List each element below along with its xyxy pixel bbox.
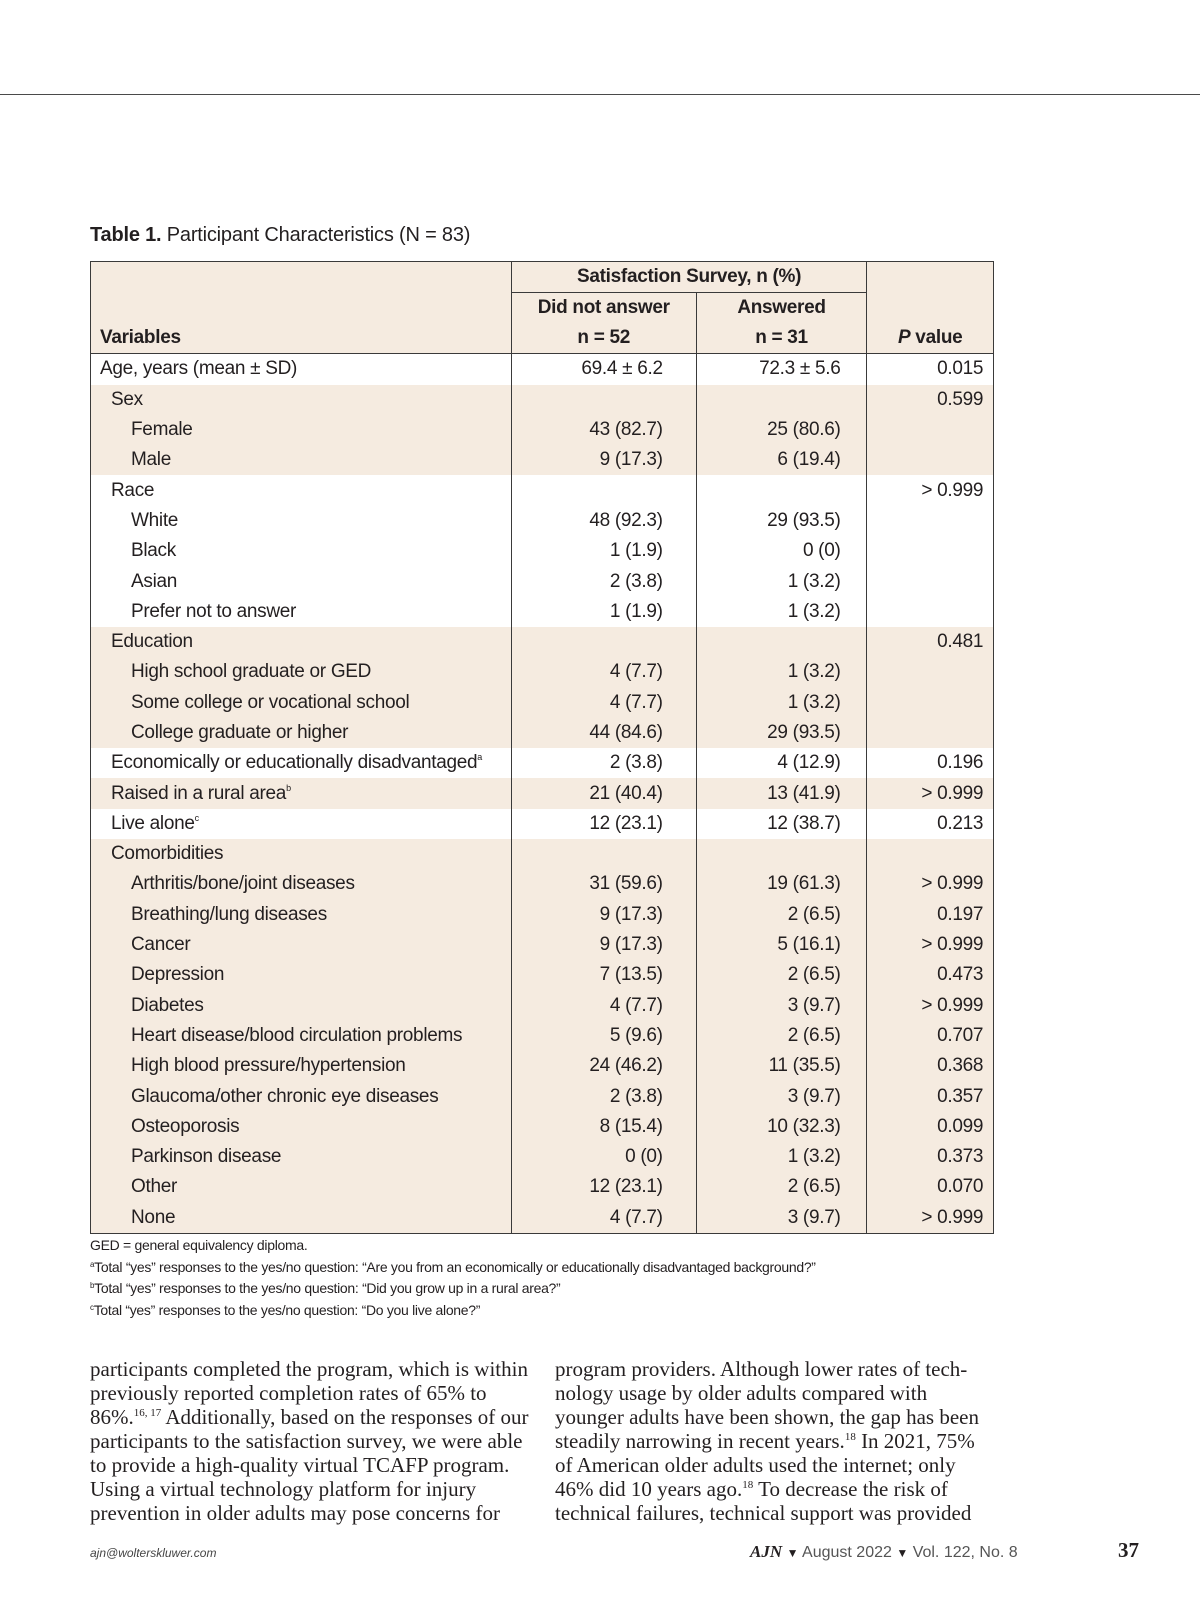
note-b: $^b$Total “yes” responses to the yes/no question: “Did you grow up in a rural area?”: [90, 1280, 561, 1296]
cell-variable: Cancer: [91, 930, 512, 960]
table-row: [91, 1112, 994, 1142]
cell-p-value: > 0.999: [867, 778, 994, 808]
cell-did-not-answer: 9 (17.3): [511, 445, 696, 475]
cell-answered: 2 (6.5): [696, 1172, 867, 1202]
cell-p-value: 0.481: [867, 627, 994, 657]
cell-variable: Sex: [91, 385, 512, 415]
table-row: [91, 1051, 994, 1081]
cell-answered: 2 (6.5): [696, 1021, 867, 1051]
table-row: [91, 900, 994, 930]
reference-marker: 18: [742, 1479, 754, 1491]
body-column-left: [90, 1357, 530, 1525]
table-row: [91, 475, 994, 505]
top-rule: [0, 94, 1200, 95]
cell-variable: White: [91, 506, 512, 536]
cell-did-not-answer: [511, 839, 696, 869]
header-group-label: Satisfaction Survey, n (%): [511, 262, 867, 293]
table-row: [91, 809, 994, 839]
footnote-marker: b: [286, 782, 291, 793]
cell-did-not-answer: [511, 385, 696, 415]
triangle-icon: ▼: [786, 1546, 799, 1560]
note-a: $^a$Total “yes” responses to the yes/no question: “Are you from an economically or educationally disadvantaged background?”: [90, 1258, 816, 1275]
cell-p-value: > 0.999: [867, 475, 994, 505]
cell-answered: [696, 627, 867, 657]
cell-answered: 19 (61.3): [696, 869, 867, 899]
cell-variable: Some college or vocational school: [91, 688, 512, 718]
table-label: Table 1.: [90, 224, 162, 246]
cell-did-not-answer: 44 (84.6): [511, 718, 696, 748]
cell-p-value: 0.070: [867, 1172, 994, 1202]
cell-did-not-answer: 24 (46.2): [511, 1051, 696, 1081]
cell-did-not-answer: 2 (3.8): [511, 1081, 696, 1111]
table-row: [91, 1142, 994, 1172]
cell-variable: Osteoporosis: [91, 1112, 512, 1142]
header-variables: Variables: [91, 293, 512, 354]
table-row: [91, 960, 994, 990]
cell-did-not-answer: 7 (13.5): [511, 960, 696, 990]
cell-p-value: [867, 657, 994, 687]
cell-answered: 6 (19.4): [696, 445, 867, 475]
note-c: $^c$Total “yes” responses to the yes/no question: “Do you live alone?”: [90, 1301, 481, 1318]
cell-did-not-answer: 12 (23.1): [511, 1172, 696, 1202]
table-notes: [90, 1235, 816, 1321]
table-row: [91, 688, 994, 718]
cell-answered: 29 (93.5): [696, 718, 867, 748]
participant-characteristics-table: [90, 261, 994, 1234]
table-row: [91, 748, 994, 778]
cell-variable: Black: [91, 536, 512, 566]
cell-p-value: 0.197: [867, 900, 994, 930]
cell-variable: Diabetes: [91, 991, 512, 1021]
table-row: [91, 1021, 994, 1051]
table-row: [91, 597, 994, 627]
footnote-marker: a: [477, 752, 482, 763]
cell-did-not-answer: 69.4 ± 6.2: [511, 354, 696, 385]
cell-p-value: 0.368: [867, 1051, 994, 1081]
cell-p-value: [867, 566, 994, 596]
cell-p-value: 0.357: [867, 1081, 994, 1111]
table-row: [91, 566, 994, 596]
table-title: Participant Characteristics (N = 83): [166, 224, 471, 246]
cell-variable: Glaucoma/other chronic eye diseases: [91, 1081, 512, 1111]
cell-answered: 2 (6.5): [696, 900, 867, 930]
cell-did-not-answer: [511, 627, 696, 657]
cell-p-value: [867, 839, 994, 869]
cell-p-value: [867, 415, 994, 445]
table-row: [91, 385, 994, 415]
cell-did-not-answer: 9 (17.3): [511, 900, 696, 930]
cell-did-not-answer: 4 (7.7): [511, 991, 696, 1021]
cell-variable: Parkinson disease: [91, 1142, 512, 1172]
body-paragraph: Using a virtual technology platform for injury prevention in older adults may pose concerns for: [90, 1477, 500, 1525]
footer-journal-info: [750, 1542, 1018, 1562]
cell-variable: Raised in a rural area$^b$: [91, 778, 512, 808]
cell-variable: Heart disease/blood circulation problems: [91, 1021, 512, 1051]
table-row: [91, 930, 994, 960]
cell-answered: 1 (3.2): [696, 688, 867, 718]
header-answered: Answered n = 31: [696, 293, 867, 354]
cell-answered: 3 (9.7): [696, 991, 867, 1021]
note-abbrev: GED = general equivalency diploma.: [90, 1237, 308, 1253]
cell-answered: 3 (9.7): [696, 1081, 867, 1111]
cell-did-not-answer: 8 (15.4): [511, 1112, 696, 1142]
table-row: [91, 991, 994, 1021]
cell-variable: Age, years (mean ± SD): [91, 354, 512, 385]
cell-p-value: 0.473: [867, 960, 994, 990]
cell-answered: 3 (9.7): [696, 1203, 867, 1234]
cell-answered: [696, 475, 867, 505]
cell-variable: College graduate or higher: [91, 718, 512, 748]
cell-variable: Male: [91, 445, 512, 475]
cell-did-not-answer: 1 (1.9): [511, 536, 696, 566]
footer-email: ajn@wolterskluwer.com: [90, 1546, 217, 1560]
cell-p-value: 0.599: [867, 385, 994, 415]
cell-answered: 25 (80.6): [696, 415, 867, 445]
cell-did-not-answer: 43 (82.7): [511, 415, 696, 445]
cell-answered: 1 (3.2): [696, 657, 867, 687]
cell-answered: 1 (3.2): [696, 566, 867, 596]
cell-answered: 12 (38.7): [696, 809, 867, 839]
header-did-not-answer: Did not answer n = 52: [511, 293, 696, 354]
cell-did-not-answer: 4 (7.7): [511, 657, 696, 687]
cell-did-not-answer: 4 (7.7): [511, 1203, 696, 1234]
cell-did-not-answer: 2 (3.8): [511, 748, 696, 778]
cell-answered: 0 (0): [696, 536, 867, 566]
cell-variable: Breathing/lung diseases: [91, 900, 512, 930]
cell-did-not-answer: 31 (59.6): [511, 869, 696, 899]
body-paragraph: participants completed the program, which is within previously reported completion rates of 65% to 86%.$^{16, 17}$ Additionally, based on the responses of our participants to the satisfaction survey, we were able to provide a high-quality virtual TCAFP program.: [90, 1357, 529, 1477]
cell-answered: 13 (41.9): [696, 778, 867, 808]
cell-p-value: [867, 718, 994, 748]
cell-answered: 72.3 ± 5.6: [696, 354, 867, 385]
cell-answered: 2 (6.5): [696, 960, 867, 990]
cell-did-not-answer: 12 (23.1): [511, 809, 696, 839]
cell-p-value: 0.099: [867, 1112, 994, 1142]
cell-p-value: 0.373: [867, 1142, 994, 1172]
cell-variable: Other: [91, 1172, 512, 1202]
triangle-icon: ▼: [896, 1546, 909, 1560]
cell-did-not-answer: 2 (3.8): [511, 566, 696, 596]
table-row: [91, 506, 994, 536]
body-paragraph: program providers. Although lower rates of tech- nology usage by older adults compared with younger adults have been shown, the gap has been steadily narrowing in recent years.$^{18}$ In 2021, 75% of American older adults used the internet; only 46% did 10 years ago.$^{18}$ To decrease the risk of technical failures, technical support was provided: [555, 1357, 979, 1525]
cell-p-value: [867, 536, 994, 566]
cell-p-value: [867, 688, 994, 718]
body-column-right: [555, 1357, 995, 1525]
cell-p-value: [867, 506, 994, 536]
cell-answered: 1 (3.2): [696, 1142, 867, 1172]
table-row: [91, 1203, 994, 1234]
table-row: [91, 1172, 994, 1202]
cell-answered: [696, 839, 867, 869]
table-row: [91, 445, 994, 475]
cell-p-value: [867, 445, 994, 475]
reference-marker: 18: [844, 1431, 856, 1443]
cell-did-not-answer: 48 (92.3): [511, 506, 696, 536]
cell-variable: Live alone$^c$: [91, 809, 512, 839]
cell-did-not-answer: 9 (17.3): [511, 930, 696, 960]
cell-did-not-answer: 5 (9.6): [511, 1021, 696, 1051]
cell-answered: 4 (12.9): [696, 748, 867, 778]
journal-name: AJN: [750, 1542, 783, 1561]
table-row: [91, 415, 994, 445]
cell-did-not-answer: 1 (1.9): [511, 597, 696, 627]
cell-did-not-answer: 4 (7.7): [511, 688, 696, 718]
volume-info: Vol. 122, No. 8: [912, 1544, 1018, 1561]
cell-variable: Asian: [91, 566, 512, 596]
cell-variable: Prefer not to answer: [91, 597, 512, 627]
table-row: [91, 657, 994, 687]
cell-p-value: 0.196: [867, 748, 994, 778]
cell-variable: Arthritis/bone/joint diseases: [91, 869, 512, 899]
cell-p-value: 0.707: [867, 1021, 994, 1051]
header-row-columns: [91, 293, 994, 354]
table-row: [91, 354, 994, 385]
cell-variable: Race: [91, 475, 512, 505]
cell-variable: Economically or educationally disadvantaged$^a$: [91, 748, 512, 778]
table-row: [91, 627, 994, 657]
cell-did-not-answer: 0 (0): [511, 1142, 696, 1172]
cell-variable: Comorbidities: [91, 839, 512, 869]
cell-p-value: > 0.999: [867, 869, 994, 899]
cell-variable: Education: [91, 627, 512, 657]
cell-answered: 5 (16.1): [696, 930, 867, 960]
issue-date: August 2022: [802, 1544, 892, 1561]
table-row: [91, 778, 994, 808]
page-number: 37: [1118, 1538, 1139, 1562]
table-body: [91, 354, 994, 1234]
cell-did-not-answer: [511, 475, 696, 505]
cell-variable: High school graduate or GED: [91, 657, 512, 687]
cell-p-value: 0.015: [867, 354, 994, 385]
cell-variable: High blood pressure/hypertension: [91, 1051, 512, 1081]
cell-p-value: > 0.999: [867, 991, 994, 1021]
header-p-value: P value: [867, 293, 994, 354]
cell-answered: 1 (3.2): [696, 597, 867, 627]
table-row: [91, 718, 994, 748]
header-row-group: [91, 262, 994, 293]
reference-marker: 16, 17: [133, 1407, 162, 1419]
cell-p-value: > 0.999: [867, 1203, 994, 1234]
cell-answered: 29 (93.5): [696, 506, 867, 536]
cell-variable: Female: [91, 415, 512, 445]
table-row: [91, 1081, 994, 1111]
cell-answered: 11 (35.5): [696, 1051, 867, 1081]
cell-answered: 10 (32.3): [696, 1112, 867, 1142]
cell-variable: Depression: [91, 960, 512, 990]
table-caption: [90, 224, 470, 247]
footnote-marker: c: [194, 812, 199, 823]
cell-did-not-answer: 21 (40.4): [511, 778, 696, 808]
cell-p-value: 0.213: [867, 809, 994, 839]
table-row: [91, 869, 994, 899]
cell-p-value: > 0.999: [867, 930, 994, 960]
cell-p-value: [867, 597, 994, 627]
cell-answered: [696, 385, 867, 415]
cell-variable: None: [91, 1203, 512, 1234]
table-row: [91, 536, 994, 566]
table-row: [91, 839, 994, 869]
